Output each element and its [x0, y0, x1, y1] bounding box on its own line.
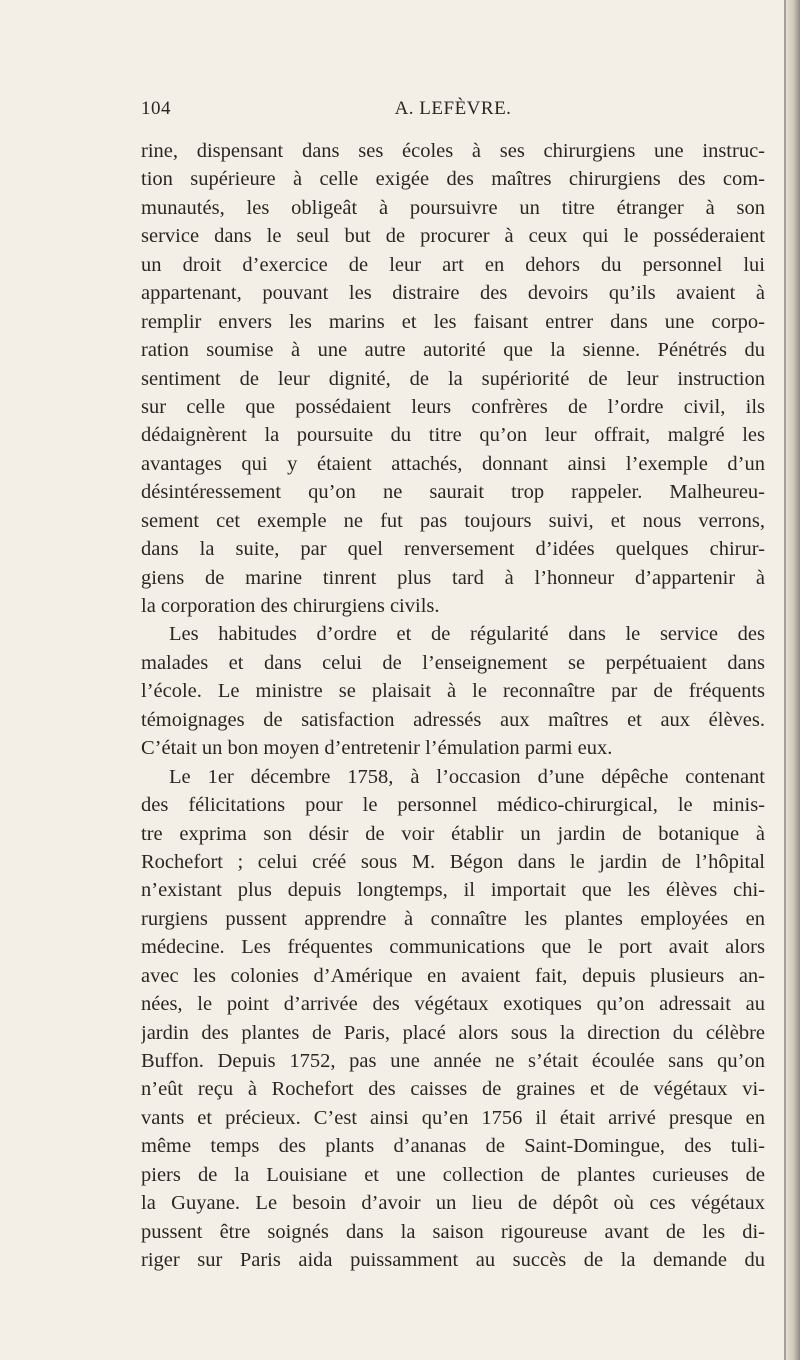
text-line: service dans le seul but de procurer à ceux qui le posséderaient — [141, 225, 765, 248]
text-line: malades et dans celui de l’enseignement se perpétuaient dans — [141, 651, 765, 674]
page-edge — [784, 0, 800, 1360]
text-line: rurgiens pussent apprendre à connaître les plantes employées en — [141, 907, 765, 930]
text-line: pussent être soignés dans la saison rigoureuse avant de les di- — [141, 1220, 765, 1243]
text-line: jardin des plantes de Paris, placé alors sous la direction du célèbre — [141, 1021, 765, 1044]
text-line: un droit d’exercice de leur art en dehors du personnel lui — [141, 253, 765, 276]
text-line: même temps des plants d’ananas de Saint-Domingue, des tuli- — [141, 1135, 765, 1158]
text-line: désintéressement qu’on ne saurait trop rappeler. Malheureu- — [141, 481, 765, 504]
text-line: riger sur Paris aida puissamment au succès de la demande du — [141, 1249, 765, 1272]
text-line: ration soumise à une autre autorité que la sienne. Pénétrés du — [141, 339, 765, 362]
text-line: vants et précieux. C’est ainsi qu’en 1756 il était arrivé presque en — [141, 1106, 765, 1129]
text-line: des félicitations pour le personnel médico-chirurgical, le minis- — [141, 794, 765, 817]
text-line: la corporation des chirurgiens civils. — [141, 595, 440, 617]
text-line: giens de marine tinrent plus tard à l’honneur d’appartenir à — [141, 566, 765, 589]
text-line: Buffon. Depuis 1752, pas une année ne s’était écoulée sans qu’on — [141, 1050, 765, 1072]
text-line: dans la suite, par quel renversement d’idées quelques chirur- — [141, 538, 765, 561]
text-line: témoignages de satisfaction adressés aux maîtres et aux élèves. — [141, 708, 765, 731]
text-line: tion supérieure à celle exigée des maîtres chirurgiens des com- — [141, 168, 765, 191]
binding-shadow — [784, 0, 786, 1360]
text-line: munautés, les obligeât à poursuivre un titre étranger à son — [141, 196, 765, 219]
text-line: appartenant, pouvant les distraire des devoirs qu’ils avaient à — [141, 282, 765, 305]
text-line: Rochefort ; celui créé sous M. Bégon dans le jardin de l’hôpital — [141, 850, 765, 873]
text-line: C’était un bon moyen d’entretenir l’émulation parmi eux. — [141, 737, 613, 760]
text-line: remplir envers les marins et les faisant entrer dans une corpo- — [141, 310, 765, 333]
text-line: sement cet exemple ne fut pas toujours suivi, et nous verrons, — [141, 509, 765, 532]
running-head: A. LEFÈVRE. — [394, 98, 512, 119]
text-line: tre exprima son désir de voir établir un jardin de botanique à — [141, 822, 765, 845]
text-line: n’eût reçu à Rochefort des caisses de graines et de végétaux vi- — [141, 1078, 765, 1101]
text-line: la Guyane. Le besoin d’avoir un lieu de dépôt où ces végétaux — [141, 1192, 765, 1215]
text-line: sentiment de leur dignité, de la supériorité de leur instruction — [141, 367, 765, 390]
text-line: piers de la Louisiane et une collection de plantes curieuses de — [141, 1163, 765, 1186]
text-line: Les habitudes d’ordre et de régularité dans le service des — [169, 623, 765, 646]
page-number: 104 — [141, 98, 171, 119]
text-line: avantages qui y étaient attachés, donnant ainsi l’exemple d’un — [141, 452, 765, 475]
body-text — [141, 137, 765, 1275]
text-line: avec les colonies d’Amérique en avaient fait, depuis plusieurs an- — [141, 964, 765, 987]
text-line: dédaignèrent la poursuite du titre qu’on leur offrait, malgré les — [141, 424, 765, 447]
page-header — [141, 98, 765, 128]
text-line: nées, le point d’arrivée des végétaux exotiques qu’on adressait au — [141, 993, 765, 1016]
text-line: rine, dispensant dans ses écoles à ses chirurgiens une instruc- — [141, 140, 765, 162]
text-line: sur celle que possédaient leurs confrères de l’ordre civil, ils — [141, 395, 765, 418]
text-line: l’école. Le ministre se plaisait à le reconnaître par de fréquents — [141, 680, 765, 703]
text-line: médecine. Les fréquentes communications que le port avait alors — [141, 936, 765, 959]
text-line: n’existant plus depuis longtemps, il importait que les élèves chi- — [141, 879, 765, 902]
text-line: Le 1er décembre 1758, à l’occasion d’une dépêche contenant — [169, 765, 765, 788]
